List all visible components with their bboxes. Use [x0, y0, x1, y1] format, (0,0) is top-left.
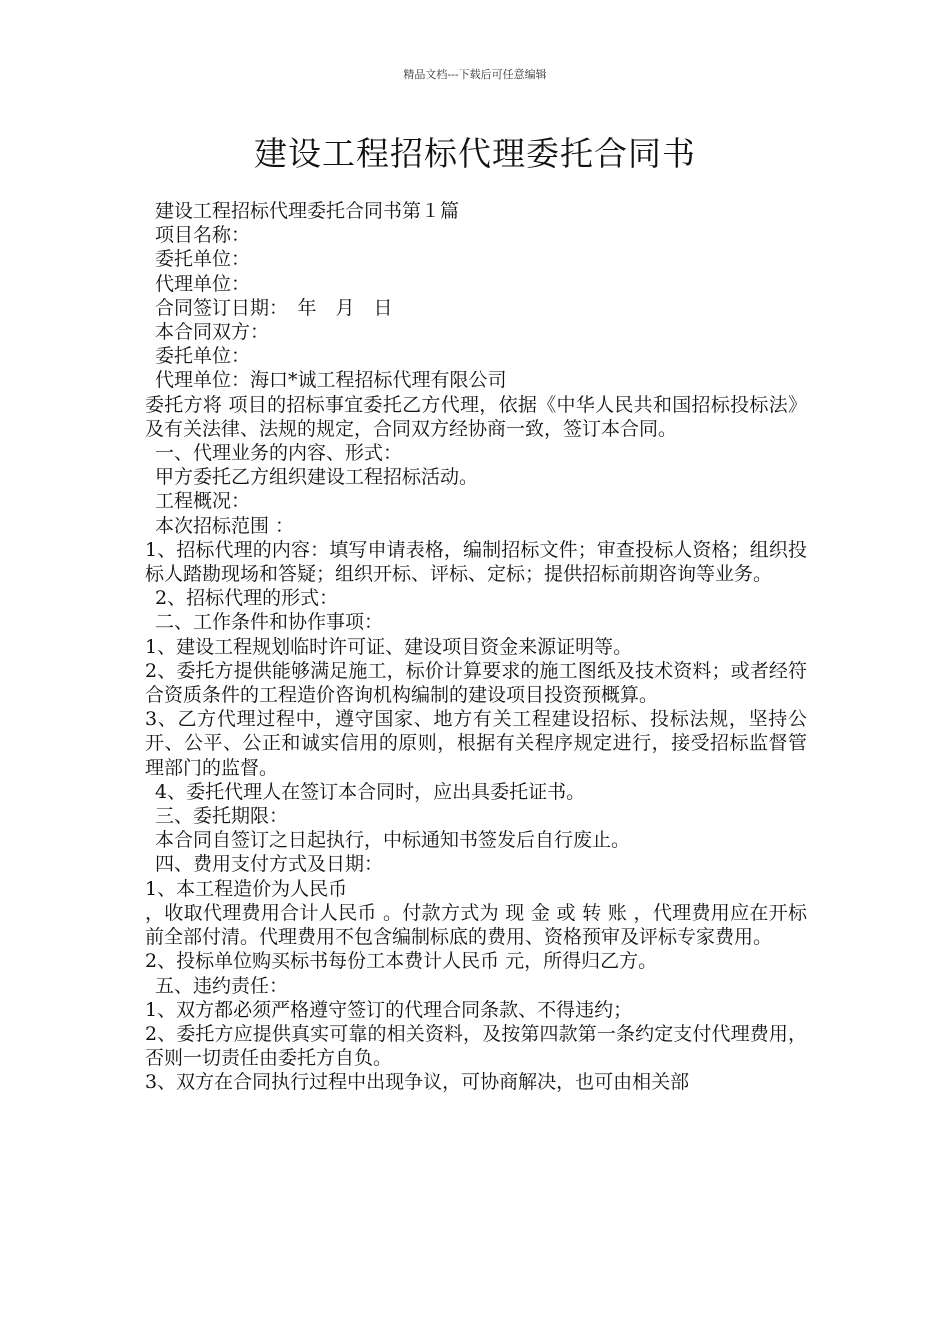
paragraph: 四、费用支付方式及日期：	[155, 853, 384, 876]
paragraph: 委托单位：	[155, 345, 251, 368]
paragraph: 本合同双方：	[155, 321, 270, 344]
paragraph: 3、乙方代理过程中，遵守国家、地方有关工程建设招标、投标法规，坚持公开、公平、公正和诚实信用的原则，根据有关程序规定进行，接受招标监督管理部门的监督。	[145, 708, 807, 779]
paragraph: 项目名称：	[155, 224, 251, 247]
document-body	[145, 199, 807, 1095]
paragraph: 3、双方在合同执行过程中出现争议，可协商解决，也可由相关部	[145, 1071, 690, 1094]
paragraph: 本次招标范围 ：	[155, 514, 295, 537]
paragraph: 二、工作条件和协作事项：	[155, 611, 384, 634]
paragraph: 代理单位：	[155, 272, 251, 295]
paragraph: 2、招标代理的形式：	[155, 587, 339, 610]
paragraph: 1、招标代理的内容：填写申请表格，编制招标文件；审查投标人资格；组织投标人踏勘现场和答疑；组织开标、评标、定标；提供招标前期咨询等业务。	[145, 538, 807, 586]
paragraph: ，收取代理费用合计人民币 。付款方式为 现 金 或 转 账 ，代理费用应在开标前全部付清。代理费用不包含编制标底的费用、资格预审及评标专家费用。	[145, 901, 807, 949]
paragraph: 代理单位：海口*诚工程招标代理有限公司	[155, 369, 507, 392]
paragraph: 工程概况：	[155, 490, 251, 513]
page-header: 精品文档---下载后可任意编辑	[403, 68, 547, 81]
paragraph: 1、建设工程规划临时许可证、建设项目资金来源证明等。	[145, 635, 633, 658]
paragraph: 2、委托方提供能够满足施工，标价计算要求的施工图纸及技术资料；或者经符合资质条件的工程造价咨询机构编制的建设项目投资预概算。	[145, 659, 807, 707]
paragraph: 本合同自签订之日起执行，中标通知书签发后自行废止。	[155, 829, 631, 852]
paragraph: 2、委托方应提供真实可靠的相关资料，及按第四款第一条约定支付代理费用，否则一切责任由委托方自负。	[145, 1022, 807, 1070]
paragraph: 委托方将 项目的招标事宜委托乙方代理，依据《中华人民共和国招标投标法》及有关法律、法规的规定，合同双方经协商一致，签订本合同。	[145, 393, 807, 440]
paragraph: 甲方委托乙方组织建设工程招标活动。	[155, 466, 479, 489]
paragraph: 1、双方都必须严格遵守签订的代理合同条款、不得违约；	[145, 998, 633, 1021]
paragraph: 2、投标单位购买标书每份工本费计人民币 元，所得归乙方。	[145, 950, 658, 973]
paragraph: 三、委托期限：	[155, 805, 289, 828]
paragraph: 委托单位：	[155, 248, 251, 271]
document-title: 建设工程招标代理委托合同书	[254, 134, 696, 173]
paragraph: 五、违约责任：	[155, 974, 289, 997]
paragraph: 一、代理业务的内容、形式：	[155, 442, 403, 465]
paragraph: 1、本工程造价为人民币	[145, 877, 348, 900]
paragraph: 4、委托代理人在签订本合同时，应出具委托证书。	[155, 780, 586, 803]
paragraph: 合同签订日期： 年 月 日	[155, 296, 393, 319]
paragraph: 建设工程招标代理委托合同书第１篇	[155, 200, 460, 222]
